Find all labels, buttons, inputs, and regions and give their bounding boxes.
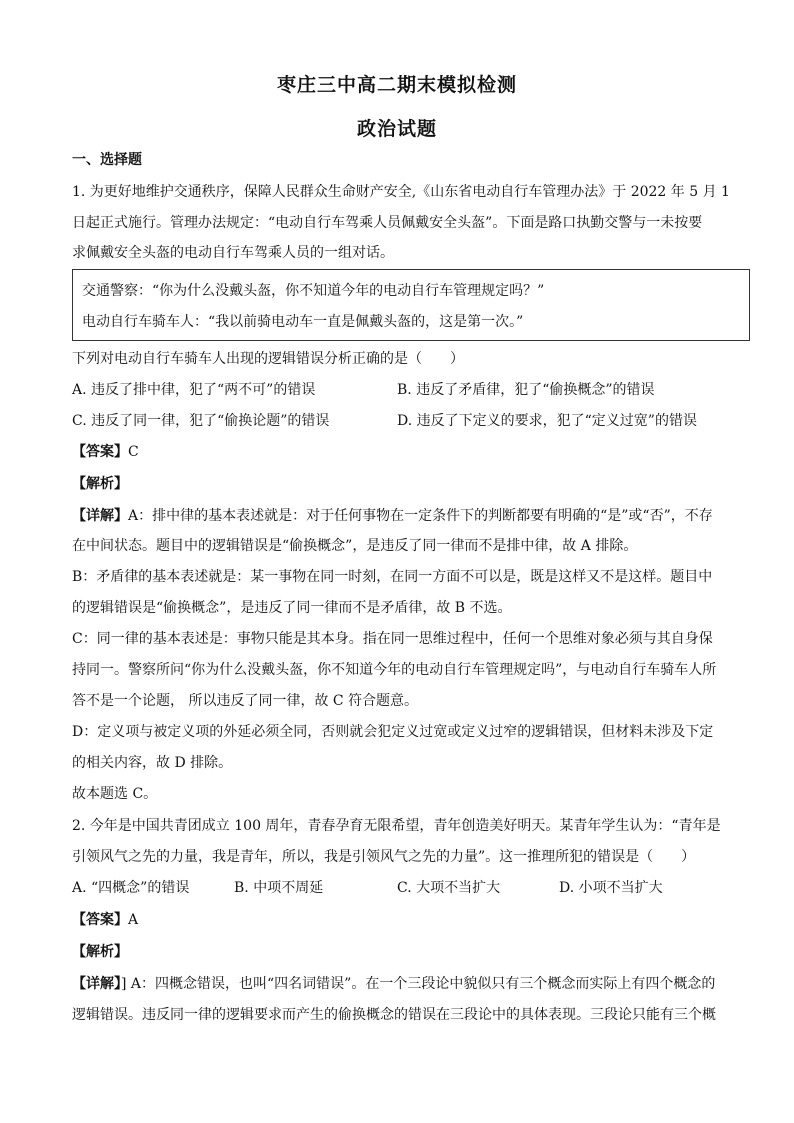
q1-detail-line: 在中间状态。题目中的逻辑错误是“偷换概念”，是违反了同一律而不是排中律，故 A 排除。 xyxy=(72,538,638,554)
q1-option-b: B. 违反了矛盾律，犯了“偷换概念”的错误 xyxy=(397,382,655,398)
q1-detail-line: B：矛盾律的基本表述就是：某一事物在同一时刻，在同一方面不可以是，既是这样又不是这样。题目中 xyxy=(72,569,713,585)
q2-detail-line xyxy=(72,974,752,994)
q2-stem-line: 引领风气之先的力量，我是青年，所以，我是引领风气之先的力量”。这一推理所犯的错误是（ ） xyxy=(72,849,696,865)
q1-stem-line: 求佩戴安全头盔的电动自行车驾乘人员的一组对话。 xyxy=(72,245,394,261)
q2-option-c: C. 大项不当扩大 xyxy=(397,880,501,896)
dialog-line-rider: 电动自行车骑车人：“我以前骑电动车一直是佩戴头盔的，这是第一次。” xyxy=(82,314,524,330)
q1-analysis-tag xyxy=(72,474,752,494)
q1-answer-row xyxy=(72,442,752,462)
analysis-tag: 【解析】 xyxy=(72,476,128,492)
detail-text: ] A：四概念错误，也叫“四名词错误”。在一个三段论中貌似只有三个概念而实际上有四个概念的 xyxy=(121,976,716,992)
q2-answer-row xyxy=(72,910,752,930)
q1-detail-line: C：同一律的基本表述是：事物只能是其本身。指在同一思维过程中，任何一个思维对象必须与其自身保 xyxy=(72,631,713,647)
page-title: 枣庄三中高二期末模拟检测 xyxy=(276,74,517,96)
answer-tag: 【答案】 xyxy=(72,444,128,460)
q2-detail-line: 逻辑错误。违反同一律的逻辑要求而产生的偷换概念的错误在三段论中的具体表现。三段论只能有三个概 xyxy=(72,1007,716,1023)
q2-analysis-tag xyxy=(72,942,752,962)
q1-detail-line: 的逻辑错误是“偷换概念”，是违反了同一律而不是矛盾律，故 B 不选。 xyxy=(72,600,512,616)
q2-option-a: A. “四概念”的错误 xyxy=(72,880,190,896)
q1-detail-line: 答不是一个论题， 所以违反了同一律，故 C 符合题意。 xyxy=(72,693,419,709)
q1-conclusion: 故本题选 C。 xyxy=(72,786,158,802)
q1-stem-line: 日起正式施行。管理办法规定：“电动自行车驾乘人员佩戴安全头盔”。下面是路口执勤交警与一未按要 xyxy=(72,215,703,231)
q2-option-b: B. 中项不周延 xyxy=(234,880,324,896)
q1-stem-line: 1. 为更好地维护交通秩序，保障人民群众生命财产安全,《山东省电动自行车管理办法》于 2022 年 5 月 1 xyxy=(72,184,730,200)
section-heading: 一、选择题 xyxy=(72,152,142,168)
q1-option-a: A. 违反了排中律，犯了“两不可”的错误 xyxy=(72,382,316,398)
q1-detail-line: 持同一。警察所问“你为什么没戴头盔，你不知道今年的电动自行车管理规定吗”，与电动自行车骑车人所 xyxy=(72,662,717,678)
detail-tag: 【详解】 xyxy=(72,508,128,524)
detail-text: A：排中律的基本表述就是：对于任何事物在一定条件下的判断都要有明确的“是”或“否”，不存 xyxy=(128,508,713,524)
detail-tag: 【详解】 xyxy=(72,976,121,992)
dialog-line-police: 交通警察：“你为什么没戴头盔，你不知道今年的电动自行车管理规定吗？” xyxy=(82,283,545,299)
q1-option-d: D. 违反了下定义的要求，犯了“定义过宽”的错误 xyxy=(397,413,697,429)
answer-tag: 【答案】 xyxy=(72,912,128,928)
q1-detail-line xyxy=(72,506,752,526)
q1-detail-line: D：定义项与被定义项的外延必须全同，否则就会犯定义过宽或定义过窄的逻辑错误，但材料未涉及下定 xyxy=(72,724,714,740)
dialog-box xyxy=(72,269,750,341)
answer-value: A xyxy=(128,912,139,928)
q2-option-d: D. 小项不当扩大 xyxy=(559,880,663,896)
q1-question: 下列对电动自行车骑车人出现的逻辑错误分析正确的是（ ） xyxy=(72,351,464,367)
q1-option-c: C. 违反了同一律，犯了“偷换论题”的错误 xyxy=(72,413,330,429)
q1-detail-line: 的相关内容，故 D 排除。 xyxy=(72,755,233,771)
analysis-tag: 【解析】 xyxy=(72,944,128,960)
q2-stem-line: 2. 今年是中国共青团成立 100 周年，青春孕育无限希望，青年创造美好明天。某青年学生认为：“青年是 xyxy=(72,818,721,834)
page-subtitle: 政治试题 xyxy=(356,118,437,140)
answer-value: C xyxy=(128,444,139,460)
